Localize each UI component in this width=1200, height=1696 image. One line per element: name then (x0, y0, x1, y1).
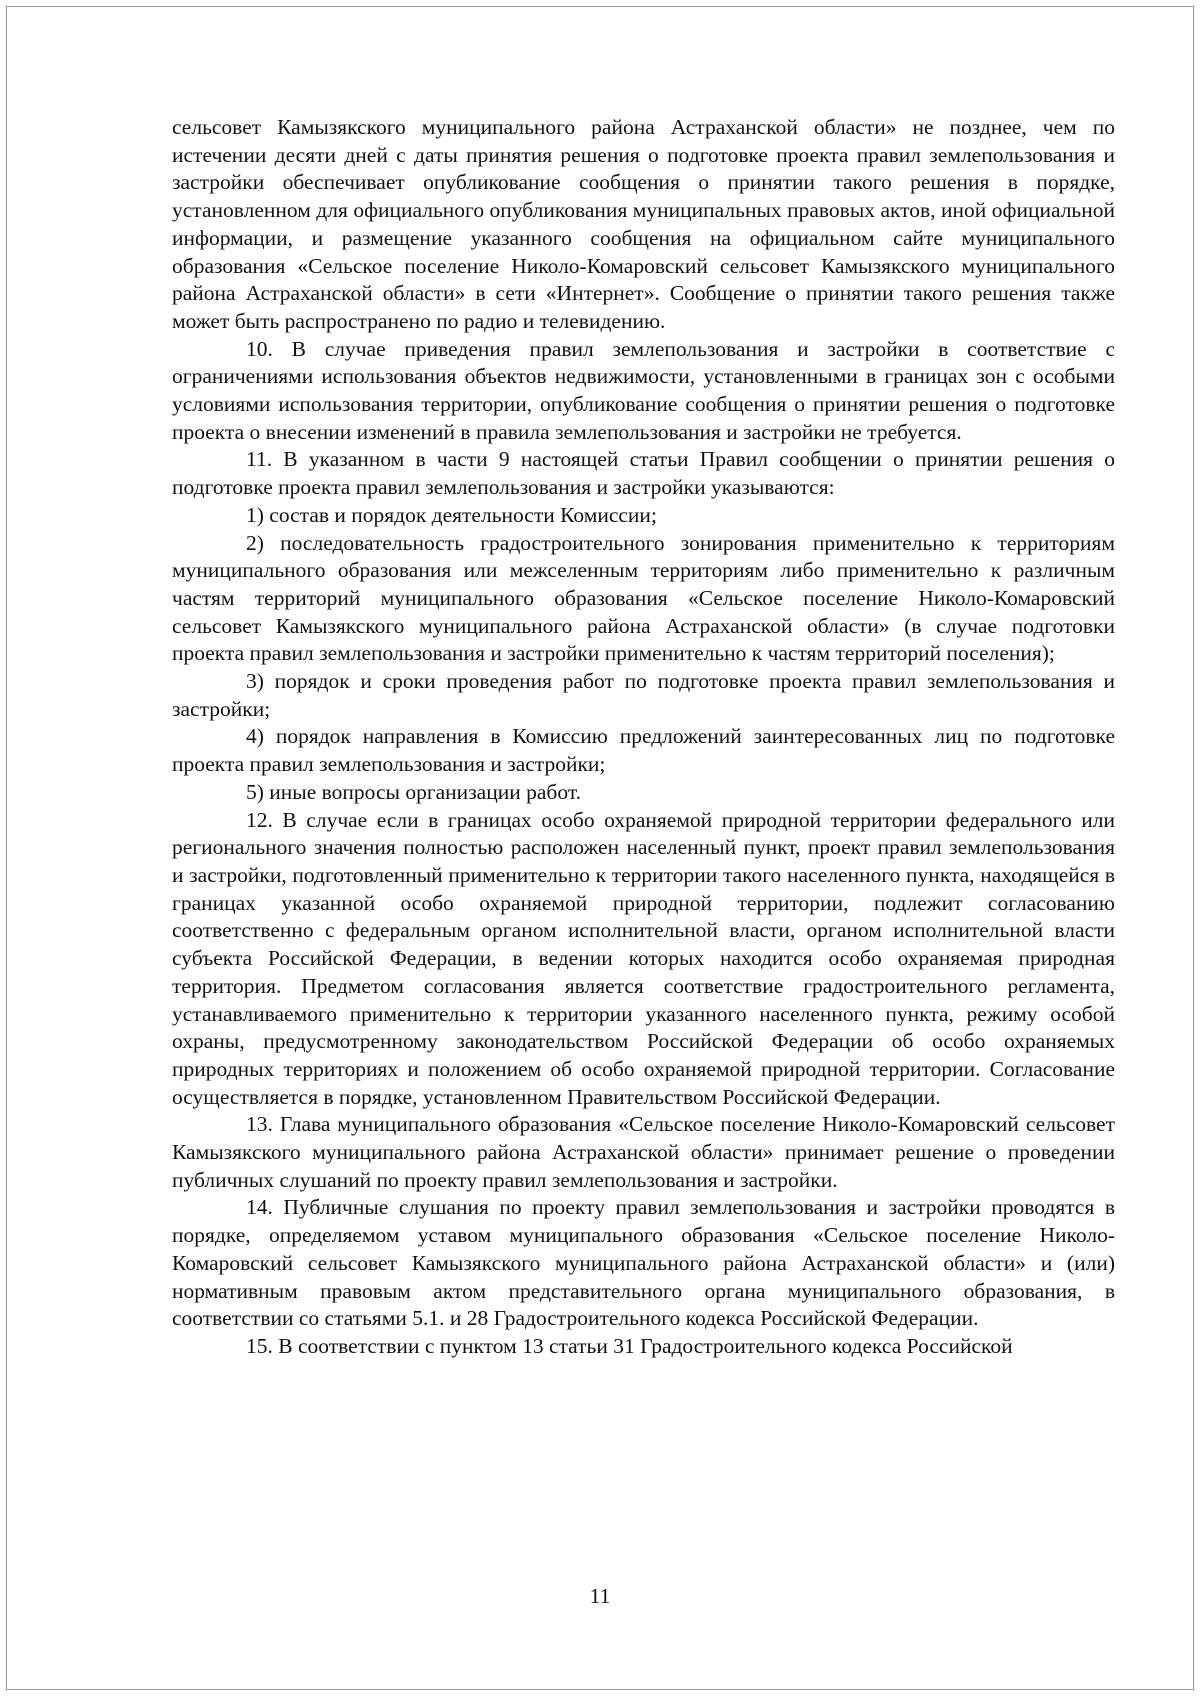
page-number: 11 (589, 1584, 611, 1608)
list-item-5: 5) иные вопросы организации работ. (246, 779, 581, 804)
list-item-3: 3) порядок и сроки проведения работ по подготовке проекта правил землепользования и застройки; (172, 669, 1115, 721)
list-item-1: 1) состав и порядок деятельности Комиссии; (246, 502, 657, 527)
paragraph-15: 15. В соответствии с пунктом 13 статьи 31 Градостроительного кодекса Российской (246, 1333, 1013, 1358)
paragraph-10: 10. В случае приведения правил землепользования и застройки в соответствие с ограничениями использования объектов недвижимости, установленными в границах зон с особыми условиями использования территории, опубликование сообщения о принятии решения о подготовке проекта о внесении изменений в правила землепользования и застройки не требуется. (172, 336, 1115, 444)
list-item-2: 2) последовательность градостроительного зонирования применительно к территориям муниципального образования или межселенным территориям либо применительно к различным частям территорий муниципального образования «Сельское поселение Николо-Комаровский сельсовет Камызякского муниципального района Астраханской области» (в случае подготовки проекта правил землепользования и застройки применительно к частям территорий поселения); (172, 530, 1115, 666)
paragraph-12: 12. В случае если в границах особо охраняемой природной территории федерального или регионального значения полностью расположен населенный пункт, проект правил землепользования и застройки, подготовленный применительно к территории такого населенного пункта, находящейся в границах указанной особо охраняемой природной территории, подлежит согласованию соответственно с федеральным органом исполнительной власти, органом исполнительной власти субъекта Российской Федерации, в ведении которых находится особо охраняемая природная территория. Предметом согласования является соответствие градостроительного регламента, устанавливаемого применительно к территории указанного населенного пункта, режиму особой охраны, предусмотренному законодательством Российской Федерации об особо охраняемых природных территориях и положением об особо охраняемой природной территории. Согласование осуществляется в порядке, установленном Правительством Российской Федерации. (172, 807, 1115, 1109)
paragraph-13: 13. Глава муниципального образования «Сельское поселение Николо-Комаровский сельсовет Камызякского муниципального района Астраханской области» принимает решение о проведении публичных слушаний по проекту правил землепользования и застройки. (172, 1112, 1115, 1192)
document-body (172, 114, 1115, 1361)
paragraph-continuation: сельсовет Камызякского муниципального района Астраханской области» не позднее, чем по истечении десяти дней с даты принятия решения о подготовке проекта правил землепользования и застройки обеспечивает опубликование сообщения о принятии такого решения в порядке, установленном для официального опубликования муниципальных правовых актов, иной официальной информации, и размещение указанного сообщения на официальном сайте муниципального образования «Сельское поселение Николо-Комаровский сельсовет Камызякского муниципального района Астраханской области» в сети «Интернет». Сообщение о принятии такого решения также может быть распространено по радио и телевидению. (172, 115, 1115, 333)
paragraph-14: 14. Публичные слушания по проекту правил землепользования и застройки проводятся в порядке, определяемом уставом муниципального образования «Сельское поселение Николо-Комаровский сельсовет Камызякского муниципального района Астраханской области» и (или) нормативным правовым актом представительного органа муниципального образования, в соответствии со статьями 5.1. и 28 Градостроительного кодекса Российской Федерации. (172, 1195, 1115, 1331)
paragraph-11: 11. В указанном в части 9 настоящей статьи Правил сообщении о принятии решения о подготовке проекта правил землепользования и застройки указываются: (172, 447, 1115, 500)
list-item-4: 4) порядок направления в Комиссию предложений заинтересованных лиц по подготовке проекта правил землепользования и застройки; (172, 724, 1115, 777)
